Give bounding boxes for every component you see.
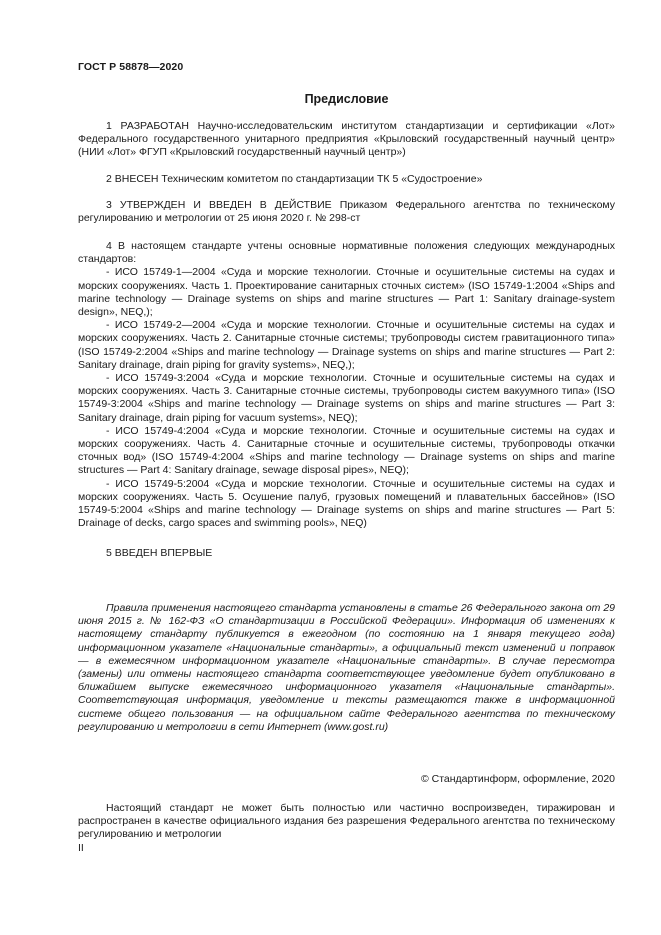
section-2: [78, 173, 615, 186]
standard-list-item: - ИСО 15749-1—2004 «Суда и морские технологии. Сточные и осушительные системы на судах и морских сооружениях. Часть 1. Проектирование санитарных сточных систем» (ISO 15749-1:2004 «Ships and marine technology — Drainage systems on ships and marine structures — Part 1: Sanitary drainage-system design», NEQ,);: [78, 266, 615, 319]
section-3-text: 3 УТВЕРЖДЕН И ВВЕДЕН В ДЕЙСТВИЕ Приказом Федерального агентства по техническому регулированию и метрологии от 25 июня 2020 г. № 298-ст: [78, 199, 615, 225]
page-title: [0, 92, 661, 106]
standard-list-item: - ИСО 15749-5:2004 «Суда и морские технологии. Сточные и осушительные системы на судах и морских сооружениях. Часть 5. Осушение палуб, грузовых помещений и плавательных бассейнов» (ISO 15749-5:2004 «Ships and marine technology — Drainage systems on ships and marine structures — Part 5: Drainage of decks, cargo spaces and swimming pools», NEQ): [78, 477, 615, 530]
standard-list-item: - ИСО 15749-3:2004 «Суда и морские технологии. Сточные и осушительные системы на судах и морских сооружениях. Часть 3. Санитарные сточные системы, трубопроводы систем вакуумного типа» (ISO 15749-3:2004 «Ships and marine technology — Drainage systems on ships and marine structures — Part 3: Sanitary drainage, drain piping for vacuum systems», NEQ);: [78, 372, 615, 424]
copyright-line: © Стандартинформ, оформление, 2020: [420, 773, 615, 785]
section-2-text: 2 ВНЕСЕН Техническим комитетом по стандартизации ТК 5 «Судостроение»: [106, 173, 483, 185]
title-text: Предисловие: [304, 92, 389, 106]
section-4-intro: 4 В настоящем стандарте учтены основные нормативные положения следующих международных стандартов:: [78, 240, 615, 266]
reproduction-notice: [78, 802, 615, 842]
section-5-text: 5 ВВЕДЕН ВПЕРВЫЕ: [106, 547, 213, 559]
section-3: [78, 199, 615, 225]
reproduction-notice-text: Настоящий стандарт не может быть полностью или частично воспроизведен, тиражирован и распространен в качестве официального издания без разрешения Федерального агентства по техническому регулированию и метрологии: [78, 802, 615, 841]
application-rules-text: Правила применения настоящего стандарта установлены в статье 26 Федерального закона от 29 июня 2015 г. № 162-ФЗ «О стандартизации в Российской Федерации». Информация об изменениях к настоящему стандарту публикуется в ежегодном (по состоянию на 1 января текущего года) информационном указателе «Национальные стандарты», а официальный текст изменений и поправок — в ежемесячном информационном указателе «Национальные стандарты». В случае пересмотра (замены) или отмены настоящего стандарта соответствующее уведомление будет опубликовано в ближайшем выпуске ежемесячного информационного указателя «Национальные стандарты». Соответствующая информация, уведомление и тексты размещаются также в информационной системе общего пользования — на официальном сайте Федерального агентства по техническому регулированию и метрологии в сети Интернет (www.gost.ru): [78, 602, 615, 733]
section-1: [78, 120, 615, 160]
section-1-text: 1 РАЗРАБОТАН Научно-исследовательским институтом стандартизации и сертификации «Лот» Федерального государственного унитарного предприятия «Крыловский государственный научный центр» (НИИ «Лот» ФГУП «Крыловский государственный научный центр»): [78, 120, 615, 159]
application-rules-notice: [78, 602, 615, 734]
standard-list-item: - ИСО 15749-4:2004 «Суда и морские технологии. Сточные и осушительные системы на судах и морских сооружениях. Часть 4. Санитарные сточные и осушительные системы, трубопроводы откачки сточных вод» (ISO 15749-4:2004 «Ships and marine technology — Drainage systems on ships and marine structures — Part 4: Sanitary drainage, sewage disposal pipes», NEQ);: [78, 424, 615, 477]
page-number: II: [78, 842, 84, 854]
standard-list-item: - ИСО 15749-2—2004 «Суда и морские технологии. Сточные и осушительные системы на судах и морских сооружениях. Часть 2. Санитарные сточные системы; трубопроводы систем гравитационного типа» (ISO 15749-2:2004 «Ships and marine technology — Drainage systems on ships and marine structures — Part 2: Sanitary drainage, drain piping for gravity systems», NEQ,);: [78, 319, 615, 371]
standard-code-header: ГОСТ Р 58878—2020: [78, 61, 184, 73]
section-4: [78, 240, 615, 530]
section-5: [78, 547, 615, 560]
